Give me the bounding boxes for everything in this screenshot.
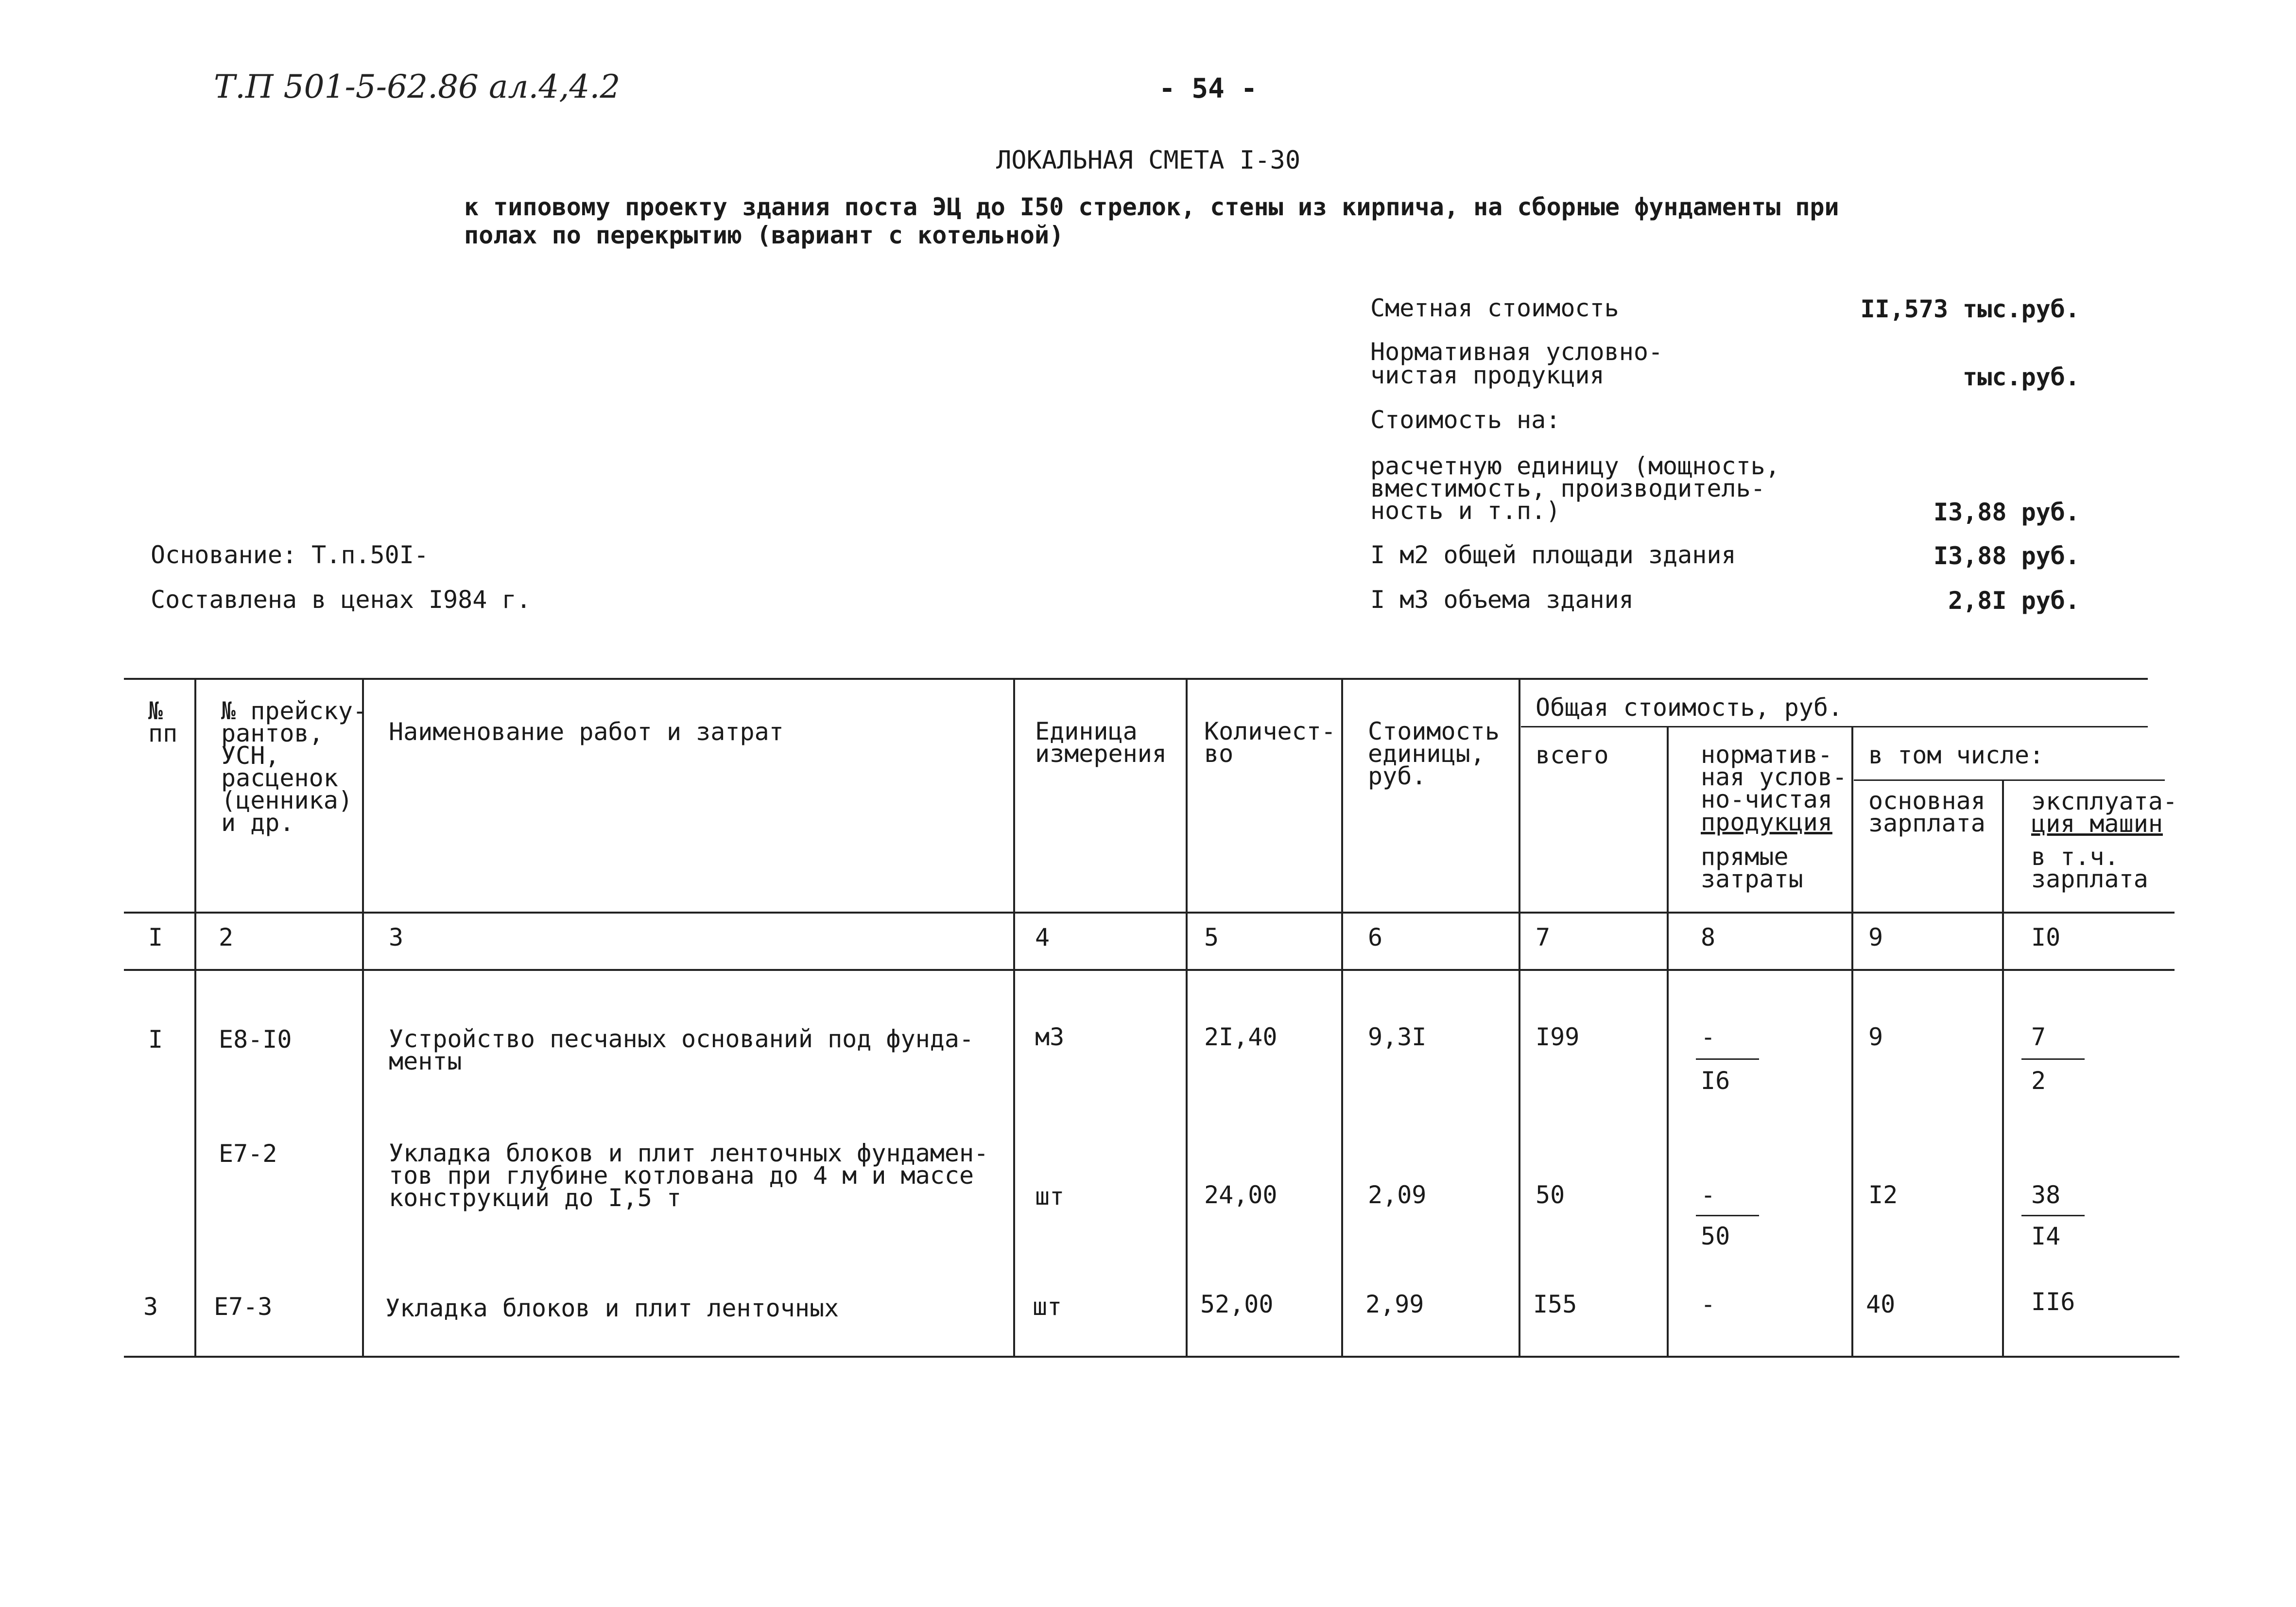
col-number-7: 7 — [1536, 923, 1551, 951]
row-norm-top: - — [1701, 1290, 1716, 1318]
normative-value: тыс.руб. — [1963, 363, 2080, 391]
col-number-5: 5 — [1204, 923, 1219, 951]
row-qty: 24,00 — [1204, 1181, 1277, 1209]
row-code: Е7-2 — [219, 1140, 277, 1168]
header-col-name: Наименование работ и затрат — [389, 718, 784, 746]
header-col-unit-cost: Стоимость единицы, руб. — [1368, 717, 1500, 790]
cost-per-label: Стоимость на: — [1370, 406, 1561, 434]
col-number-1: I — [148, 923, 163, 951]
m2-value: I3,88 руб. — [1933, 542, 2080, 570]
row-unit: шт — [1035, 1182, 1065, 1210]
header-col-unit: Единица измерения — [1035, 717, 1167, 768]
row-unit-cost: 2,09 — [1368, 1181, 1427, 1209]
normative-label-2: чистая продукция — [1370, 361, 1605, 389]
header-col-machines: эксплуата- — [2031, 787, 2178, 815]
row-name: Укладка блоков и плит ленточных — [385, 1294, 839, 1322]
header-incl-group: в том числе: — [1868, 741, 2044, 769]
row-total: I99 — [1536, 1023, 1580, 1051]
row-mach-top: 7 — [2031, 1023, 2046, 1051]
row-norm-top: - — [1701, 1181, 1716, 1209]
header-col-machines-underlined: ция машин — [2031, 810, 2163, 838]
row-num: 3 — [143, 1293, 158, 1321]
col-number-9: 9 — [1868, 923, 1883, 951]
col-number-8: 8 — [1701, 923, 1716, 951]
estimated-cost-value: II,573 тыс.руб. — [1860, 295, 2080, 323]
row-code: Е8-I0 — [219, 1025, 292, 1054]
subtitle-line-1: к типовому проекту здания поста ЭЦ до I50 стрелок, стены из кирпича, на сборные фундаменты при — [464, 193, 1839, 221]
row-norm-bottom: I6 — [1701, 1067, 1730, 1095]
header-col-salary: основная зарплата — [1868, 787, 1985, 837]
row-mach-top: 38 — [2031, 1181, 2061, 1209]
normative-label-1: Нормативная условно- — [1370, 338, 1663, 366]
document-title: ЛОКАЛЬНАЯ СМЕТА I-30 — [996, 146, 1301, 175]
row-salary: I2 — [1868, 1181, 1898, 1209]
subtitle-line-2: полах по перекрытию (вариант с котельной) — [464, 221, 1064, 249]
calc-unit-value: I3,88 руб. — [1933, 498, 2080, 526]
row-mach-bottom: I4 — [2031, 1222, 2061, 1250]
header-col-normative-underlined: продукция — [1701, 808, 1832, 836]
fraction-line — [2021, 1058, 2085, 1060]
m3-value: 2,8I руб. — [1948, 587, 2080, 615]
m2-label: I м2 общей площади здания — [1370, 541, 1736, 569]
row-norm-top: - — [1701, 1023, 1716, 1051]
row-total: I55 — [1533, 1290, 1577, 1318]
row-total: 50 — [1536, 1181, 1565, 1209]
col-number-10: I0 — [2031, 923, 2061, 951]
header-col-qty: Количест- во — [1204, 717, 1336, 768]
row-qty: 2I,40 — [1204, 1023, 1277, 1051]
row-unit: м3 — [1035, 1023, 1065, 1051]
m3-label: I м3 объема здания — [1370, 586, 1634, 614]
prices-line: Составлена в ценах I984 г. — [151, 586, 531, 614]
header-col-code: № прейску- рантов, УСН, расценок (ценника) и др. — [221, 697, 368, 837]
row-unit-cost: 2,99 — [1365, 1290, 1424, 1318]
row-unit-cost: 9,3I — [1368, 1023, 1427, 1051]
col-number-6: 6 — [1368, 923, 1383, 951]
header-col-normative: норматив- ная услов- но-чистая — [1701, 741, 1847, 813]
col-number-3: 3 — [389, 923, 404, 951]
col-number-2: 2 — [219, 923, 234, 951]
row-salary: 9 — [1868, 1023, 1883, 1051]
header-col-direct-costs: прямые затраты — [1701, 843, 1803, 893]
page-number: - 54 - — [1159, 73, 1258, 104]
fraction-line — [1696, 1215, 1759, 1216]
row-salary: 40 — [1866, 1290, 1896, 1318]
row-num: I — [148, 1025, 163, 1054]
row-norm-bottom: 50 — [1701, 1222, 1730, 1250]
header-col-total: всего — [1536, 741, 1609, 769]
fraction-line — [1696, 1058, 1759, 1060]
row-code: Е7-3 — [214, 1293, 273, 1321]
header-total-group: Общая стоимость, руб. — [1536, 693, 1843, 722]
calc-unit-label-3: ность и т.п.) — [1370, 497, 1561, 525]
row-unit: шт — [1033, 1293, 1062, 1321]
calc-unit-label-2: вместимость, производитель- — [1370, 474, 1765, 502]
row-name: Устройство песчаных оснований под фунда- менты — [389, 1025, 974, 1075]
calc-unit-label-1: расчетную единицу (мощность, — [1370, 452, 1780, 480]
basis-line: Основание: Т.п.50I- — [151, 541, 429, 569]
estimated-cost-label: Сметная стоимость — [1370, 294, 1619, 322]
row-qty: 52,00 — [1200, 1290, 1274, 1318]
row-mach-top: II6 — [2031, 1288, 2075, 1316]
handwritten-reference: Т.П 501-5-62.86 ал.4,4.2 — [214, 68, 621, 105]
fraction-line — [2021, 1215, 2085, 1216]
row-mach-bottom: 2 — [2031, 1067, 2046, 1095]
row-name: Укладка блоков и плит ленточных фундамен- тов при глубине котлована до 4 м и массе конструкций до I,5 т — [389, 1139, 989, 1212]
col-number-4: 4 — [1035, 923, 1050, 951]
header-col-num: № пп — [148, 697, 178, 747]
header-col-machines-salary: в т.ч. зарплата — [2031, 843, 2148, 893]
